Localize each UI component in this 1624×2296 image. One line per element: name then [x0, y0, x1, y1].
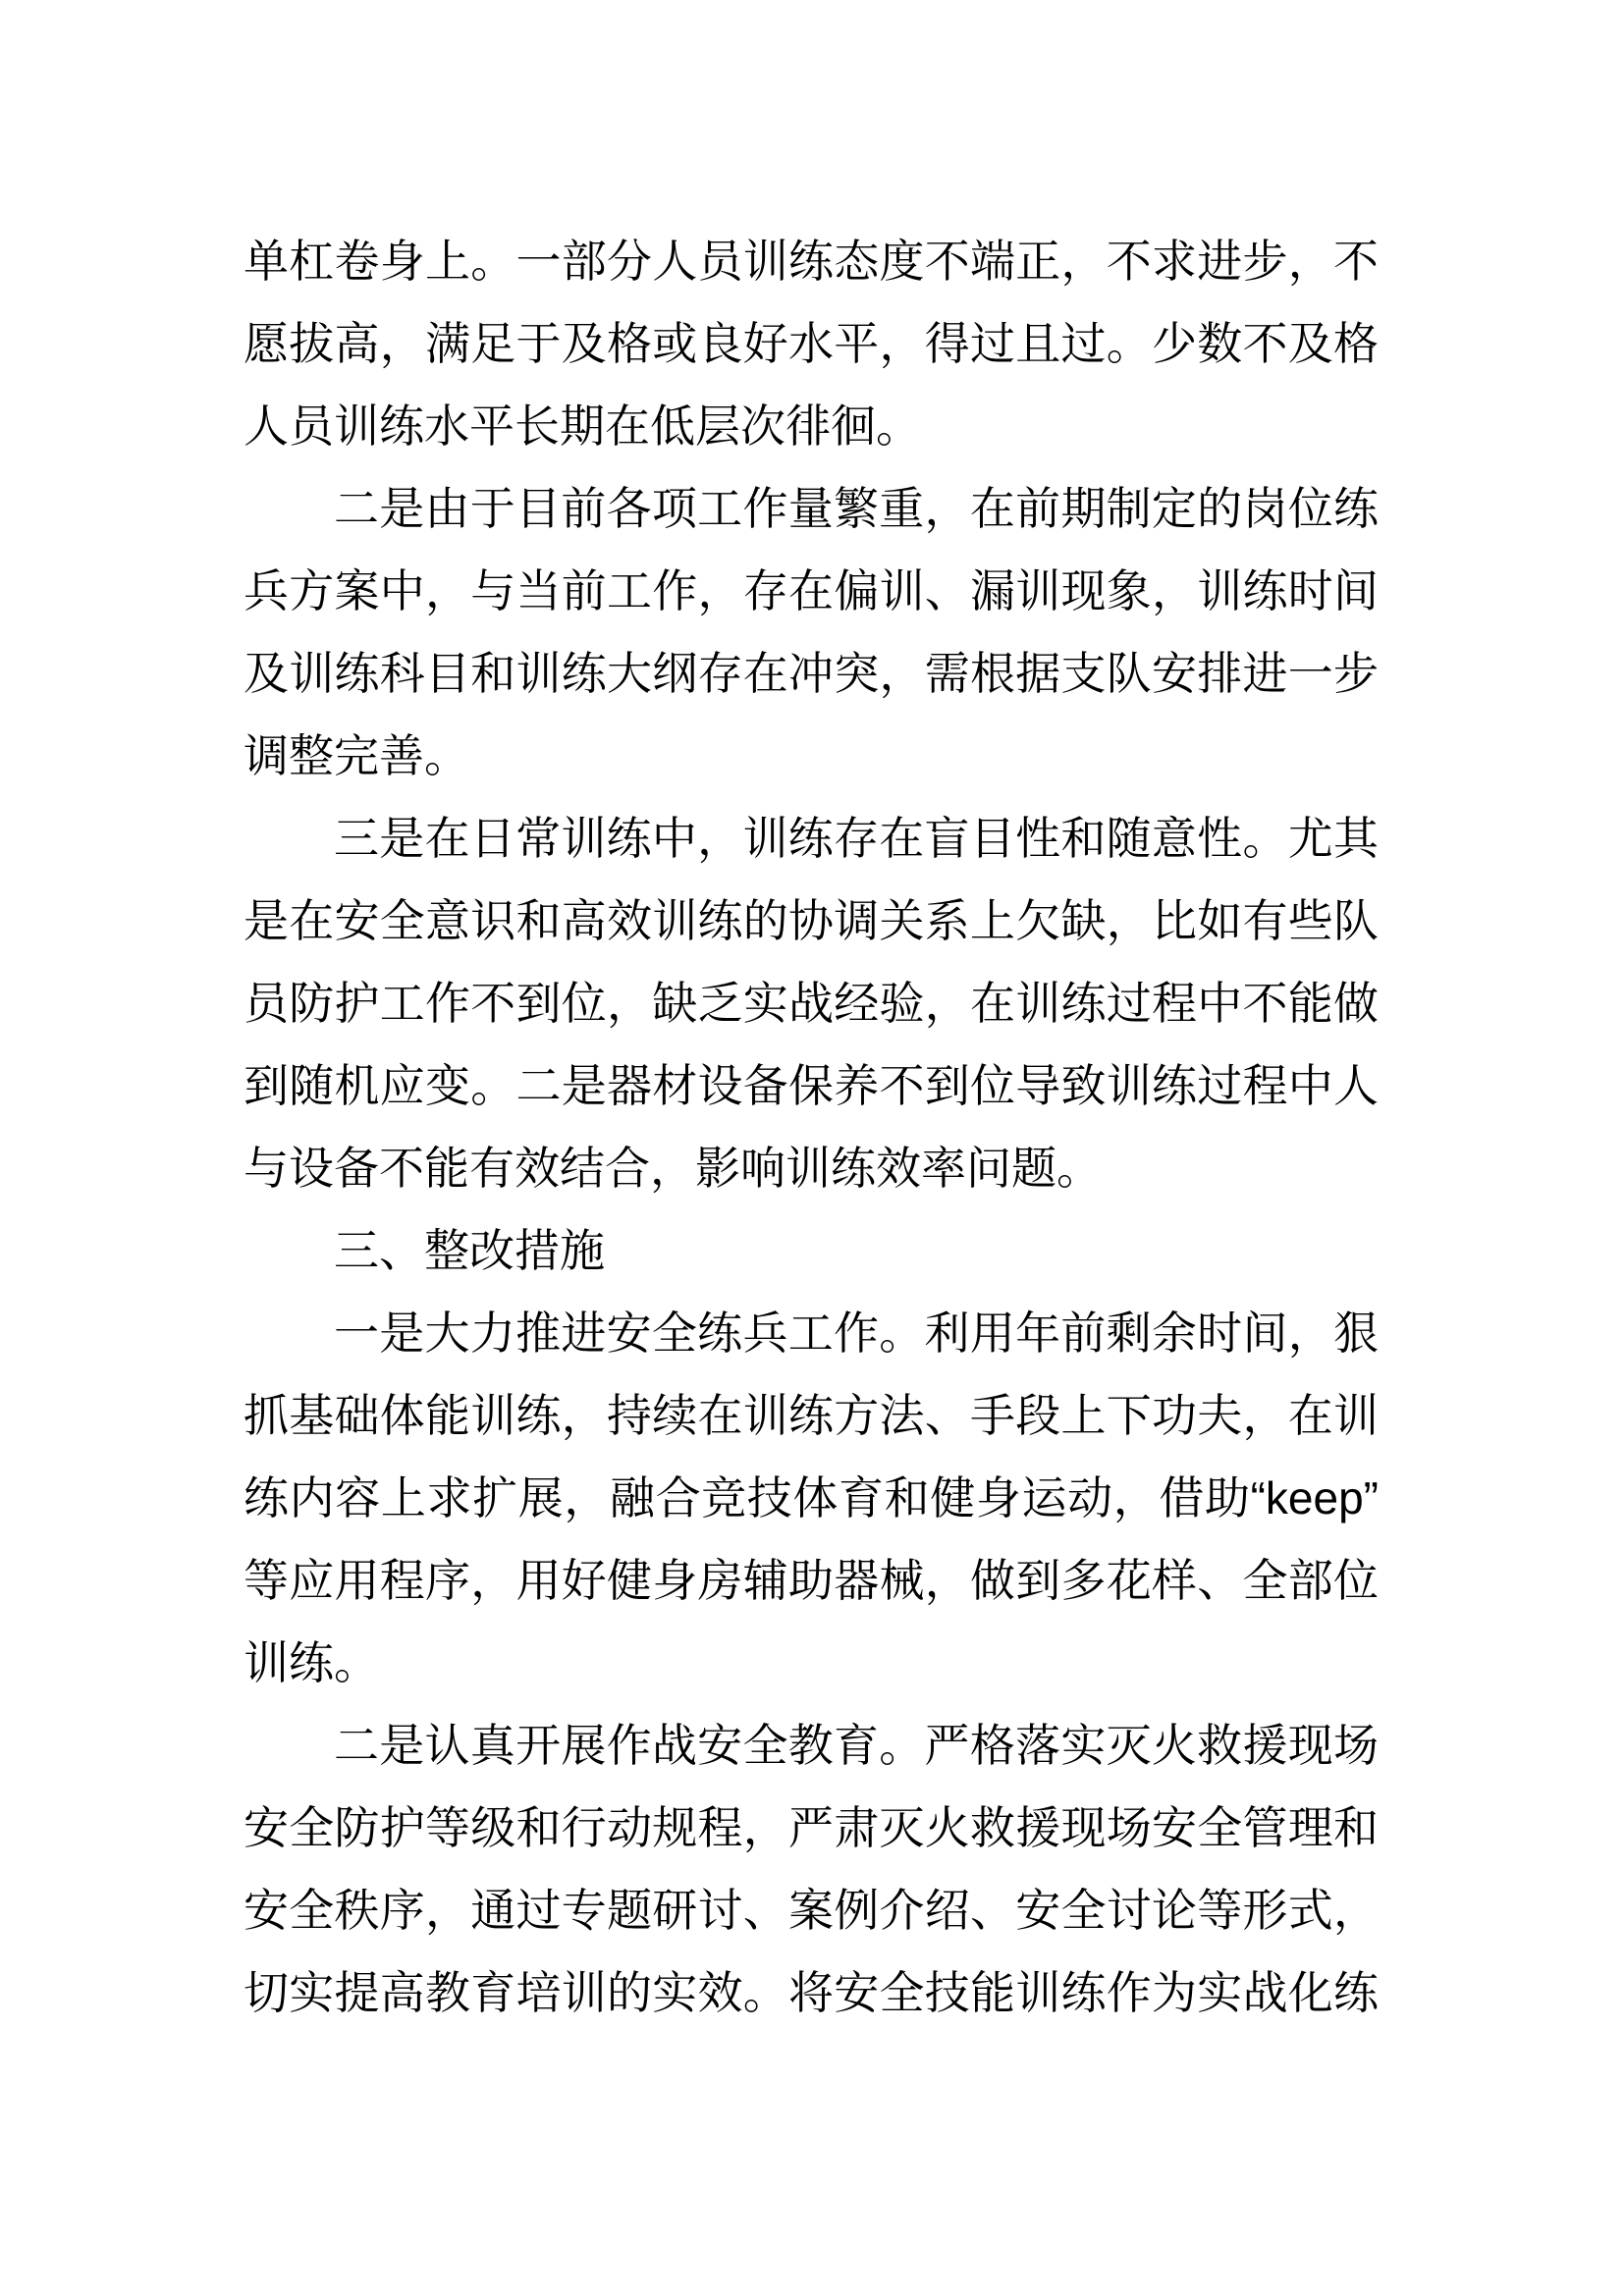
text-line: 到随机应变。二是器材设备保养不到位导致训练过程中人 [244, 1060, 1379, 1111]
text-line: 是在安全意识和高效训练的协调关系上欠缺，比如有些队 [244, 895, 1379, 946]
text-block [244, 220, 1379, 2034]
text-line: 练内容上求扩展，融合竞技体育和健身运动，借助“keep” [244, 1472, 1379, 1523]
text-line: 切实提高教育培训的实效。将安全技能训练作为实战化练 [244, 1967, 1379, 2018]
text-line: 单杠卷身上。一部分人员训练态度不端正，不求进步，不 [244, 236, 1379, 287]
text-line: 抓基础体能训练，持续在训练方法、手段上下功夫，在训 [244, 1390, 1379, 1441]
text-line: 兵方案中，与当前工作，存在偏训、漏训现象，训练时间 [244, 565, 1379, 616]
text-line: 人员训练水平长期在低层次徘徊。 [244, 400, 921, 452]
text-line: 及训练科目和训练大纲存在冲突，需根据支队安排进一步 [244, 648, 1379, 699]
text-line: 愿拔高，满足于及格或良好水平，得过且过。少数不及格 [244, 318, 1379, 369]
text-line: 二是由于目前各项工作量繁重，在前期制定的岗位练 [334, 483, 1379, 534]
text-line: 三是在日常训练中，训练存在盲目性和随意性。尤其 [334, 813, 1379, 864]
text-line: 三、整改措施 [334, 1225, 605, 1276]
text-line: 调整完善。 [244, 730, 469, 781]
text-line: 等应用程序，用好健身房辅助器械，做到多花样、全部位 [244, 1555, 1379, 1606]
text-line: 员防护工作不到位，缺乏实战经验，在训练过程中不能做 [244, 978, 1379, 1029]
text-line: 安全秩序，通过专题研讨、案例介绍、安全讨论等形式， [244, 1885, 1379, 1936]
text-line: 二是认真开展作战安全教育。严格落实灭火救援现场 [334, 1720, 1379, 1771]
text-line: 一是大力推进安全练兵工作。利用年前剩余时间，狠 [334, 1308, 1379, 1359]
text-line: 训练。 [244, 1637, 379, 1688]
text-line: 安全防护等级和行动规程，严肃灭火救援现场安全管理和 [244, 1802, 1379, 1853]
text-line: 与设备不能有效结合，影响训练效率问题。 [244, 1143, 1102, 1194]
